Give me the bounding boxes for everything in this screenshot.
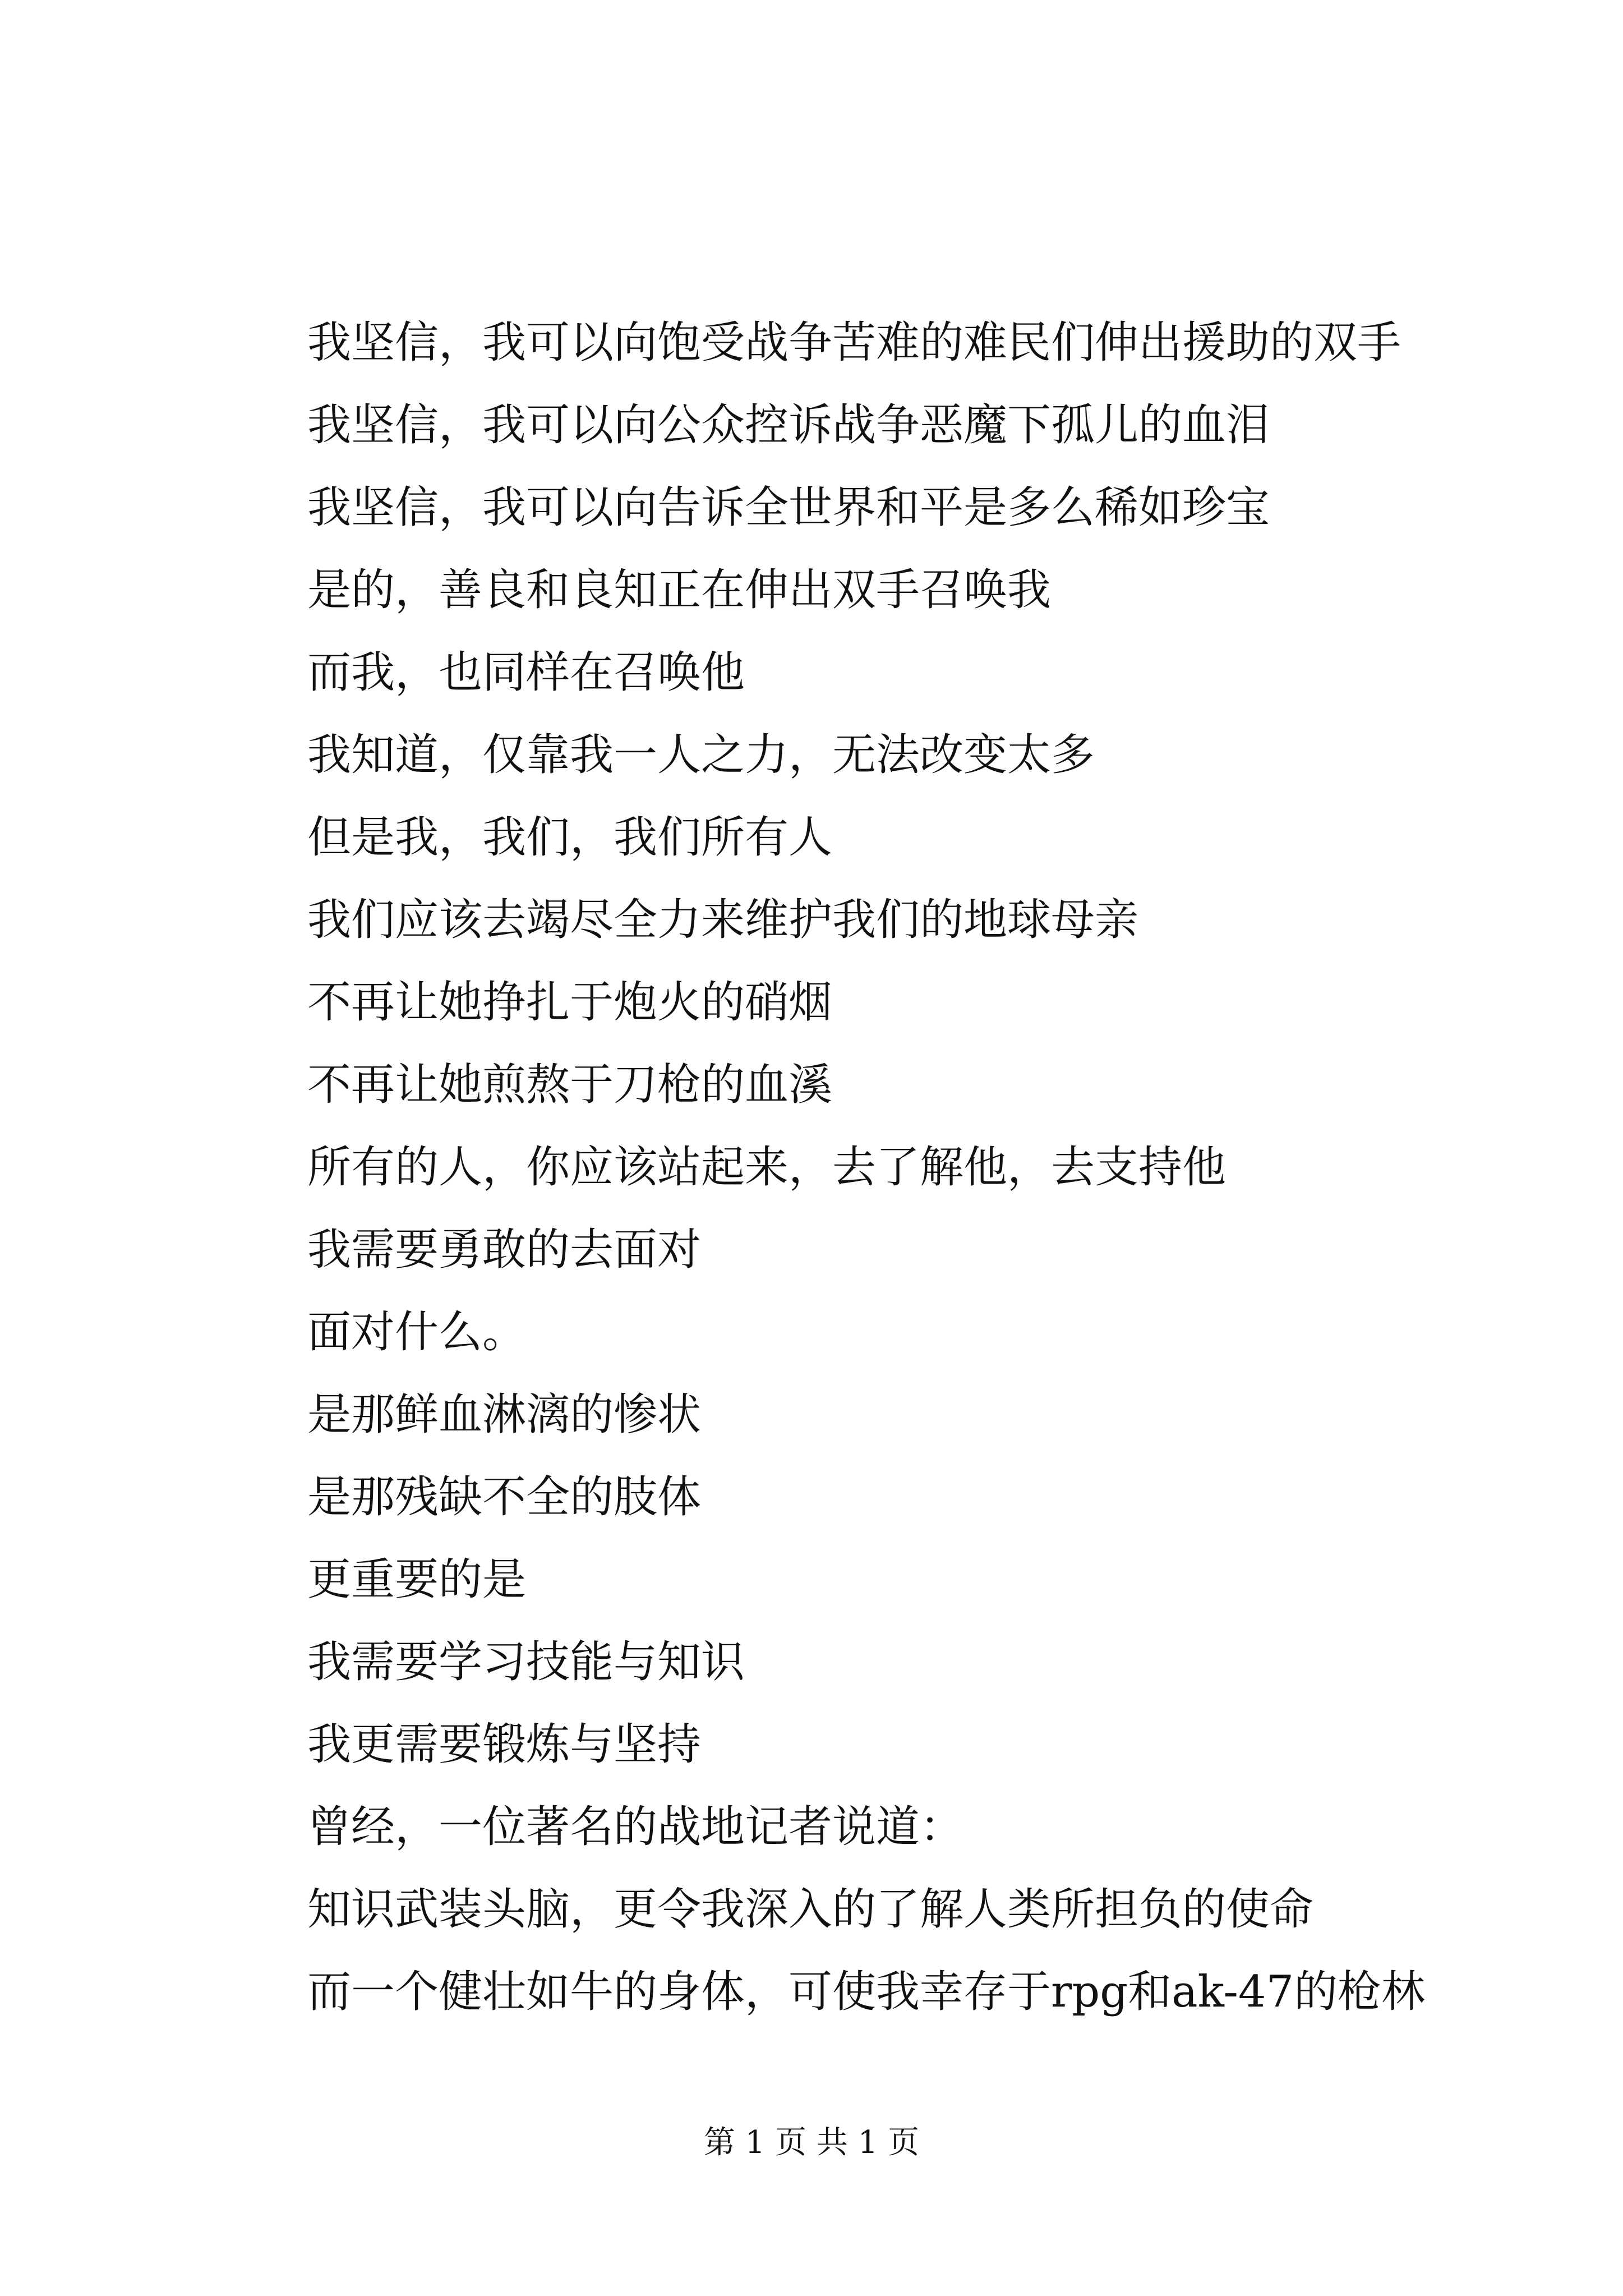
text-line-12: 我需要勇敢的去面对 bbox=[307, 1225, 702, 1275]
text-line-20: 知识武装头脑，更令我深入的了解人类所担负的使命 bbox=[307, 1884, 1314, 1935]
text-line-3: 我坚信，我可以向告诉全世界和平是多么稀如珍宝 bbox=[307, 482, 1270, 533]
text-line-13: 面对什么。 bbox=[307, 1307, 527, 1358]
page-number-label: 第 1 页 共 1 页 bbox=[703, 2124, 920, 2161]
text-line-9: 不再让她挣扎于炮火的硝烟 bbox=[307, 977, 833, 1028]
poem-body bbox=[307, 302, 1541, 2033]
text-line-5: 而我，也同样在召唤他 bbox=[307, 647, 745, 698]
text-line-19: 曾经，一位著名的战地记者说道： bbox=[307, 1802, 964, 1852]
text-line-17: 我需要学习技能与知识 bbox=[307, 1637, 745, 1687]
text-line-15: 是那残缺不全的肢体 bbox=[307, 1472, 702, 1522]
text-line-18: 我更需要锻炼与坚持 bbox=[307, 1719, 702, 1770]
page-footer bbox=[0, 2120, 1623, 2165]
text-line-10: 不再让她煎熬于刀枪的血溪 bbox=[307, 1060, 833, 1110]
text-line-2: 我坚信，我可以向公众控诉战争恶魔下孤儿的血泪 bbox=[307, 400, 1270, 450]
text-line-16: 更重要的是 bbox=[307, 1554, 527, 1605]
text-line-7: 但是我，我们，我们所有人 bbox=[307, 812, 833, 863]
text-line-8: 我们应该去竭尽全力来维护我们的地球母亲 bbox=[307, 895, 1139, 945]
text-line-6: 我知道，仅靠我一人之力，无法改变太多 bbox=[307, 730, 1095, 780]
text-line-4: 是的，善良和良知正在伸出双手召唤我 bbox=[307, 565, 1052, 615]
text-line-14: 是那鲜血淋漓的惨状 bbox=[307, 1389, 702, 1440]
text-line-21: 而一个健壮如牛的身体，可使我幸存于rpg和ak-47的枪林 bbox=[307, 1967, 1426, 2017]
text-line-11: 所有的人，你应该站起来，去了解他，去支持他 bbox=[307, 1142, 1227, 1193]
text-line-1: 我坚信，我可以向饱受战争苦难的难民们伸出援助的双手 bbox=[307, 318, 1401, 368]
